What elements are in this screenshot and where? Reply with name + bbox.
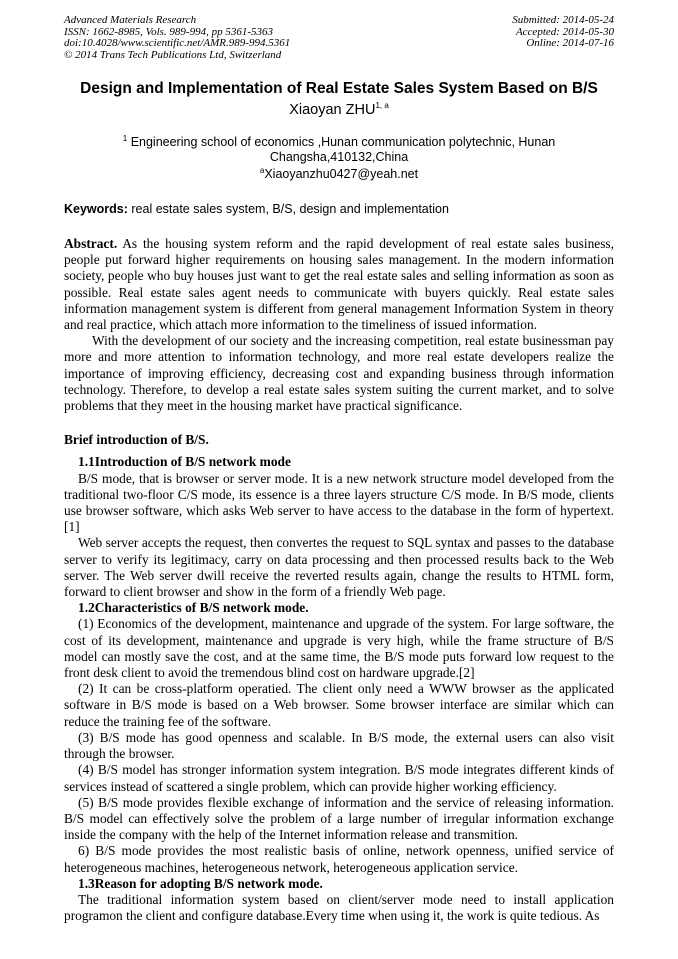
paragraph: Web server accepts the request, then convertes the request to SQL syntax and passes to the database server to verify its legitimacy, carry on data processing and then processed results back to the Web server. The Web server dwill receive the reverted results again, change the results to HTML form, forward to client browser and show in the form of a friendly Web page. xyxy=(64,535,614,600)
subsection-heading-1-1: 1.1Introduction of B/S network mode xyxy=(78,454,291,470)
list-item: 6) B/S mode provides the most realistic basis of online, network openness, unified service of heterogeneous machines, heterogeneous network, heterogeneous application service. xyxy=(64,843,614,875)
doi: doi:10.4028/www.scientific.net/AMR.989-994.5361 xyxy=(64,37,291,49)
list-item: (2) It can be cross-platform operatied. The client only need a WWW browser as the applicated software in B/S mode is based on a Web browser. Some browser interface are similar which can reduce the training fee of the software. xyxy=(64,681,614,729)
email xyxy=(0,166,678,181)
affiliation-line2: Changsha,410132,China xyxy=(269,150,409,165)
accepted-date: Accepted: 2014-05-30 xyxy=(515,25,614,38)
abstract-text: As the housing system reform and the rapid development of real estate sales business, people put forward higher requirements on housing sales management. In the modern information society, people who buy houses just want to get the real estate sales and selling information as soon as possible. Real estate sales agent needs to communicate with buyers quickly. Real estate sales information management system is different from general management Information System in theory and real practice, which attach more information to the timeliness of issued information. xyxy=(64,236,614,333)
abstract-p2: With the development of our society and the increasing competition, real estate businessman pay more and more attention to information technology, and more real estate developers realize the importance of improving efficiency, decreasing cost and expanding business through information technology. Therefore, to develop a real estate sales system suiting the current market, and to solve problems that they meet in the housing market have practical significance. xyxy=(64,333,614,414)
email-sup: a xyxy=(259,166,265,175)
dates-info xyxy=(512,15,614,50)
affiliation-sup: 1 xyxy=(122,134,128,143)
author-name: Xiaoyan ZHU xyxy=(289,101,376,118)
list-item: (1) Economics of the development, maintenance and upgrade of the system. For large software, the cost of its development, maintenance and upgrade is very high, while the frame structure of B/S model can mostly save the cost, and at the same time, the B/S mode puts forward low request to the front desk client to avoid the tremendous blind cost on hardware upgrade.[2] xyxy=(64,616,614,681)
paper-body xyxy=(64,236,614,924)
abstract-p1 xyxy=(64,236,614,333)
abstract-label: Abstract. xyxy=(64,236,118,251)
journal-name: Advanced Materials Research xyxy=(64,14,197,26)
email-text: Xiaoyanzhu0427@yeah.net xyxy=(264,167,419,182)
list-item: (4) B/S model has stronger information system integration. B/S mode integrates different kinds of services instead of scattered a single problem, which can provide higher working efficiency. xyxy=(64,762,614,794)
affiliation-line1: Engineering school of economics ,Hunan communication polytechnic, Hunan xyxy=(130,135,556,150)
list-item: (5) B/S mode provides flexible exchange of information and the service of releasing information. B/S model can effectively solve the problem of a large number of irregular information exchange inside the company with the help of the Internet information release and transmition. xyxy=(64,794,614,843)
paper-title: Design and Implementation of Real Estate Sales System Based on B/S xyxy=(80,80,598,97)
list-item: (3) B/S mode has good openness and scalable. In B/S mode, the external users can also visit through the browser. xyxy=(64,729,614,762)
keywords-label: Keywords: xyxy=(64,202,128,216)
subsection-heading-1-3: 1.3Reason for adopting B/S network mode. xyxy=(78,875,323,891)
keywords xyxy=(64,202,449,216)
section-heading: Brief introduction of B/S. xyxy=(64,432,209,448)
paragraph: B/S mode, that is browser or server mode. It is a new network structure model developed from the traditional two-floor C/S mode, its essence is a three layers structure C/S mode. In B/S mode, clients use browser software, which asks Web server to have access to the database in the form of hypertext.[1] xyxy=(64,470,614,535)
affiliation xyxy=(0,131,678,165)
copyright: © 2014 Trans Tech Publications Ltd, Switzerland xyxy=(64,48,282,61)
paragraph: The traditional information system based on client/server mode need to install application programon the client and configure database.Every time when using it, the work is quite tedious. As xyxy=(64,891,614,924)
author-sup: 1, a xyxy=(375,101,389,110)
author xyxy=(0,101,678,118)
online-date: Online: 2014-07-16 xyxy=(526,37,614,49)
journal-info xyxy=(64,15,290,61)
subsection-heading-1-2: 1.2Characteristics of B/S network mode. xyxy=(78,600,309,616)
submitted-date: Submitted: 2014-05-24 xyxy=(512,14,614,26)
keywords-text: real estate sales system, B/S, design and implementation xyxy=(127,202,449,216)
issn: ISSN: 1662-8985, Vols. 989-994, pp 5361-5363 xyxy=(64,25,273,38)
